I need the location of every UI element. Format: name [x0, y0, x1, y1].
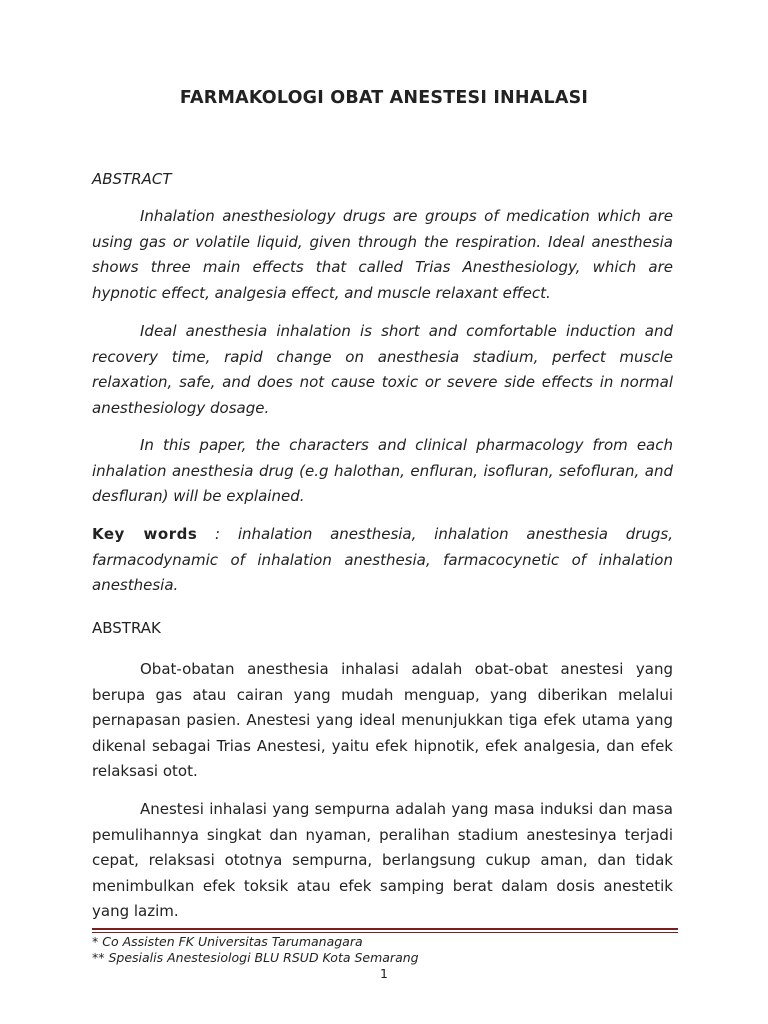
- abstract-heading: ABSTRACT: [92, 170, 172, 188]
- document-title: FARMAKOLOGI OBAT ANESTESI INHALASI: [179, 88, 589, 108]
- abstrak-paragraph-2: Anestesi inhalasi yang sempurna adalah yang masa induksi dan masa pemulihannya singkat dan nyaman, peralihan stadium anestesinya terjadi cepat, relaksasi ototnya sempurna, berlangsung cukup aman, dan tidak menimbulkan efek toksik atau efek samping berat dalam dosis anestetik yang lazim.: [92, 800, 673, 921]
- footnote-divider-thin: [92, 932, 678, 933]
- footnote-divider: [92, 928, 678, 930]
- footnote-2: ** Spesialis Anestesiologi BLU RSUD Kota Semarang: [92, 950, 419, 965]
- keywords-label: Key words: [92, 525, 198, 543]
- page-number: 1: [380, 966, 388, 981]
- keywords-paragraph: [92, 522, 673, 599]
- keywords-text: : inhalation anesthesia, inhalation anesthesia drugs, farmacodynamic of inhalation anesthesia, farmacocynetic of inhalation anesthesia.: [92, 525, 673, 595]
- abstract-paragraph-1: Inhalation anesthesiology drugs are groups of medication which are using gas or volatile liquid, given through the respiration. Ideal anesthesia shows three main effects that called Trias Anesthesiology, which are hypnotic effect, analgesia effect, and muscle relaxant effect.: [92, 207, 673, 302]
- abstrak-heading: ABSTRAK: [92, 619, 161, 637]
- abstract-paragraph-3: In this paper, the characters and clinical pharmacology from each inhalation anesthesia drug (e.g halothan, enfluran, isofluran, sefofluran, and desfluran) will be explained.: [92, 436, 673, 506]
- abstrak-paragraph-1: Obat-obatan anesthesia inhalasi adalah obat-obat anestesi yang berupa gas atau cairan yang mudah menguap, yang diberikan melalui pernapasan pasien. Anestesi yang ideal menunjukkan tiga efek utama yang dikenal sebagai Trias Anestesi, yaitu efek hipnotik, efek analgesia, dan efek relaksasi otot.: [92, 660, 673, 781]
- footnote-1: * Co Assisten FK Universitas Tarumanagara: [92, 934, 363, 949]
- abstract-paragraph-2: Ideal anesthesia inhalation is short and comfortable induction and recovery time, rapid change on anesthesia stadium, perfect muscle relaxation, safe, and does not cause toxic or severe side effects in normal anesthesiology dosage.: [92, 322, 673, 417]
